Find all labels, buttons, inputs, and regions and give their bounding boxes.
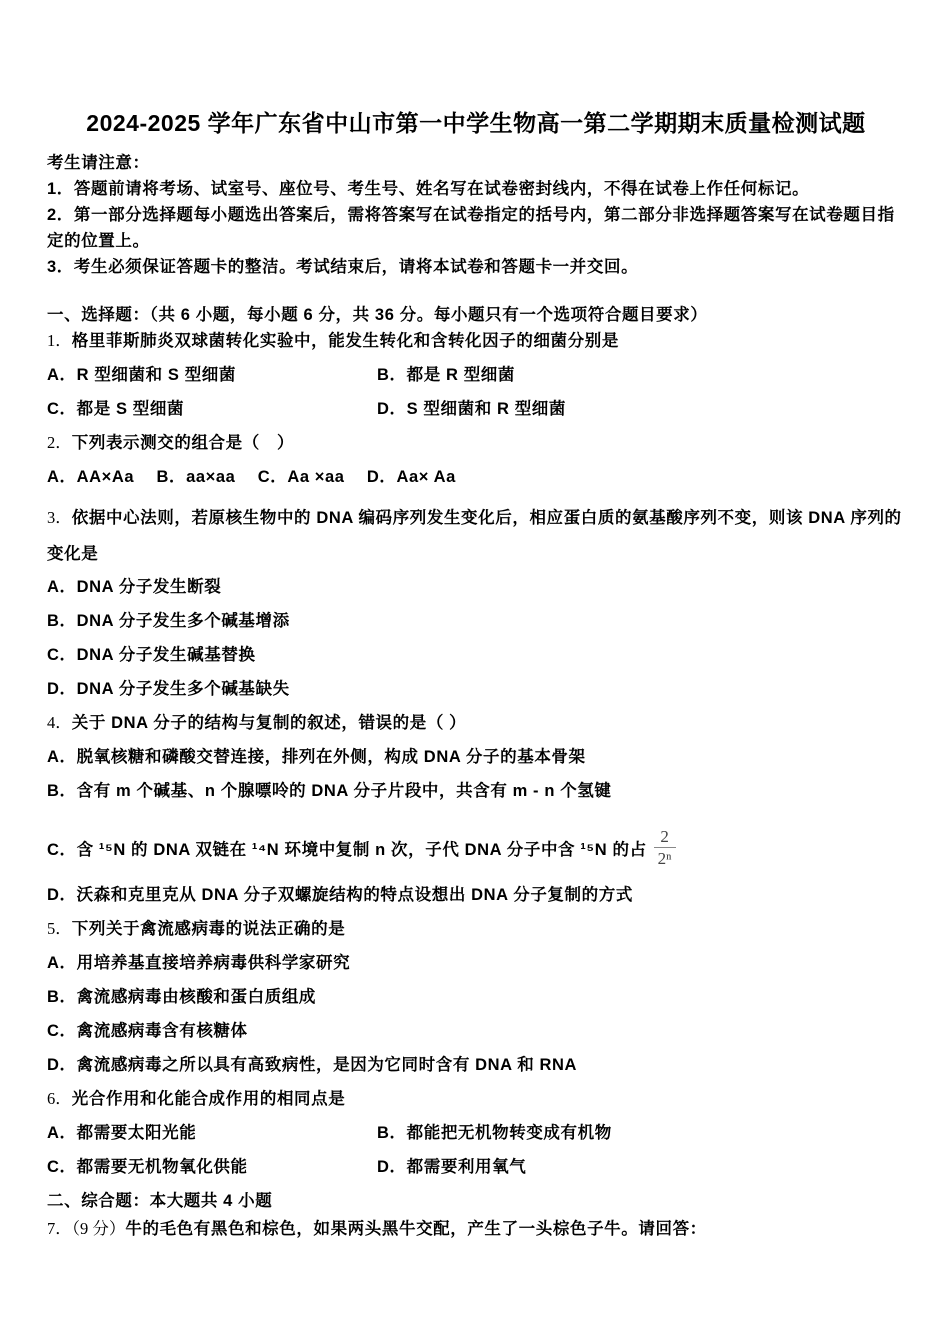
q5-option-c: C．禽流感病毒含有核糖体 [47,1022,248,1040]
exam-title: 2024-2025 学年广东省中山市第一中学生物高一第二学期期末质量检测试题 [86,110,866,136]
q3-option-c: C．DNA 分子发生碱基替换 [47,646,256,664]
section2-heading: 二、综合题：本大题共 4 小题 [47,1192,273,1210]
q5-option-b: B．禽流感病毒由核酸和蛋白质组成 [47,988,317,1006]
q6-option-b: B．都能把无机物转变成有机物 [377,1124,612,1142]
q1-stem-text: 格里菲斯肺炎双球菌转化实验中，能发生转化和含转化因子的细菌分别是 [71,332,619,350]
q7-stem [47,1216,905,1242]
q5-option-d: D．禽流感病毒之所以具有高致病性，是因为它同时含有 DNA 和 RNA [47,1056,578,1074]
q6-option-d: D．都需要利用氧气 [377,1158,527,1176]
q6-number: 6． [47,1089,72,1108]
q3-stem-text: 依据中心法则，若原核生物中的 DNA 编码序列发生变化后，相应蛋白质的氨基酸序列不变，则该 DNA 序列的变化是 [47,509,902,563]
q1-option-b: B．都是 R 型细菌 [377,366,515,384]
q5-stem-text: 下列关于禽流感病毒的说法正确的是 [71,920,346,938]
q2-stem-text: 下列表示测交的组合是（ ） [71,434,295,452]
q1-options-row-cd [47,396,905,422]
q3-option-a: A．DNA 分子发生断裂 [47,578,222,596]
q2-number: 2． [47,433,72,452]
q4-number: 4． [47,713,72,732]
q1-option-c: C．都是 S 型细菌 [47,400,185,418]
section1-heading: 一、选择题：（共 6 小题，每小题 6 分，共 36 分。每小题只有一个选项符合题目要求） [47,306,708,324]
q7-score: （9 分） [71,1219,126,1238]
q4-stem [47,710,905,736]
notice-item: 1．答题前请将考场、试室号、座位号、考生号、姓名写在试卷密封线内，不得在试卷上作任何标记。 [47,180,810,198]
q3-number: 3． [47,508,72,527]
q7-stem-text: 牛的毛色有黑色和棕色，如果两头黑牛交配，产生了一头棕色子牛。请回答： [125,1220,707,1238]
q4-option-c-text: C．含 ¹⁵N 的 DNA 双链在 ¹⁴N 环境中复制 n 次，子代 DNA 分子中含 ¹⁵N 的占 [47,841,647,859]
q6-option-a: A．都需要太阳光能 [47,1124,197,1142]
q6-options-row-ab [47,1120,905,1146]
q6-option-c: C．都需要无机物氧化供能 [47,1158,248,1176]
q3-stem [47,500,905,572]
q4-option-b: B．含有 m 个碱基、n 个腺嘌呤的 DNA 分子片段中，共含有 m - n 个氢键 [47,782,612,800]
q3-option-d: D．DNA 分子发生多个碱基缺失 [47,680,290,698]
q1-option-d: D．S 型细菌和 R 型细菌 [377,400,566,418]
q6-stem [47,1086,905,1112]
q2-options: A．AA×Aa B．aa×aa C．Aa ×aa D．Aa× Aa [47,468,456,486]
q4-fraction-numerator: 2 [660,827,669,847]
q6-stem-text: 光合作用和化能合成作用的相同点是 [71,1090,346,1108]
q1-number: 1． [47,331,72,350]
q7-number: 7． [47,1219,72,1238]
q4-option-a: A．脱氧核糖和磷酸交替连接，排列在外侧，构成 DNA 分子的基本骨架 [47,748,586,766]
q1-options-row-ab [47,362,905,388]
notice-block [47,150,905,280]
q5-stem [47,916,905,942]
q5-number: 5． [47,919,72,938]
q3-option-b: B．DNA 分子发生多个碱基增添 [47,612,290,630]
q1-stem [47,328,905,354]
q6-options-row-cd [47,1154,905,1180]
notice-item: 2．第一部分选择题每小题选出答案后，需将答案写在试卷指定的括号内，第二部分非选择题答案写在试卷题目指定的位置上。 [47,206,895,250]
notice-item: 3．考生必须保证答题卡的整洁。考试结束后，请将本试卷和答题卡一并交回。 [47,258,639,276]
q4-fraction [654,827,676,868]
q4-option-d: D．沃森和克里克从 DNA 分子双螺旋结构的特点设想出 DNA 分子复制的方式 [47,886,633,904]
q4-option-c [47,820,905,876]
q5-option-a: A．用培养基直接培养病毒供科学家研究 [47,954,351,972]
notice-heading: 考生请注意： [47,154,150,172]
q4-stem-text: 关于 DNA 分子的结构与复制的叙述，错误的是（ ） [71,714,467,732]
q2-stem [47,430,905,456]
q4-fraction-denominator: 2ⁿ [654,847,676,869]
q1-option-a: A．R 型细菌和 S 型细菌 [47,366,236,384]
